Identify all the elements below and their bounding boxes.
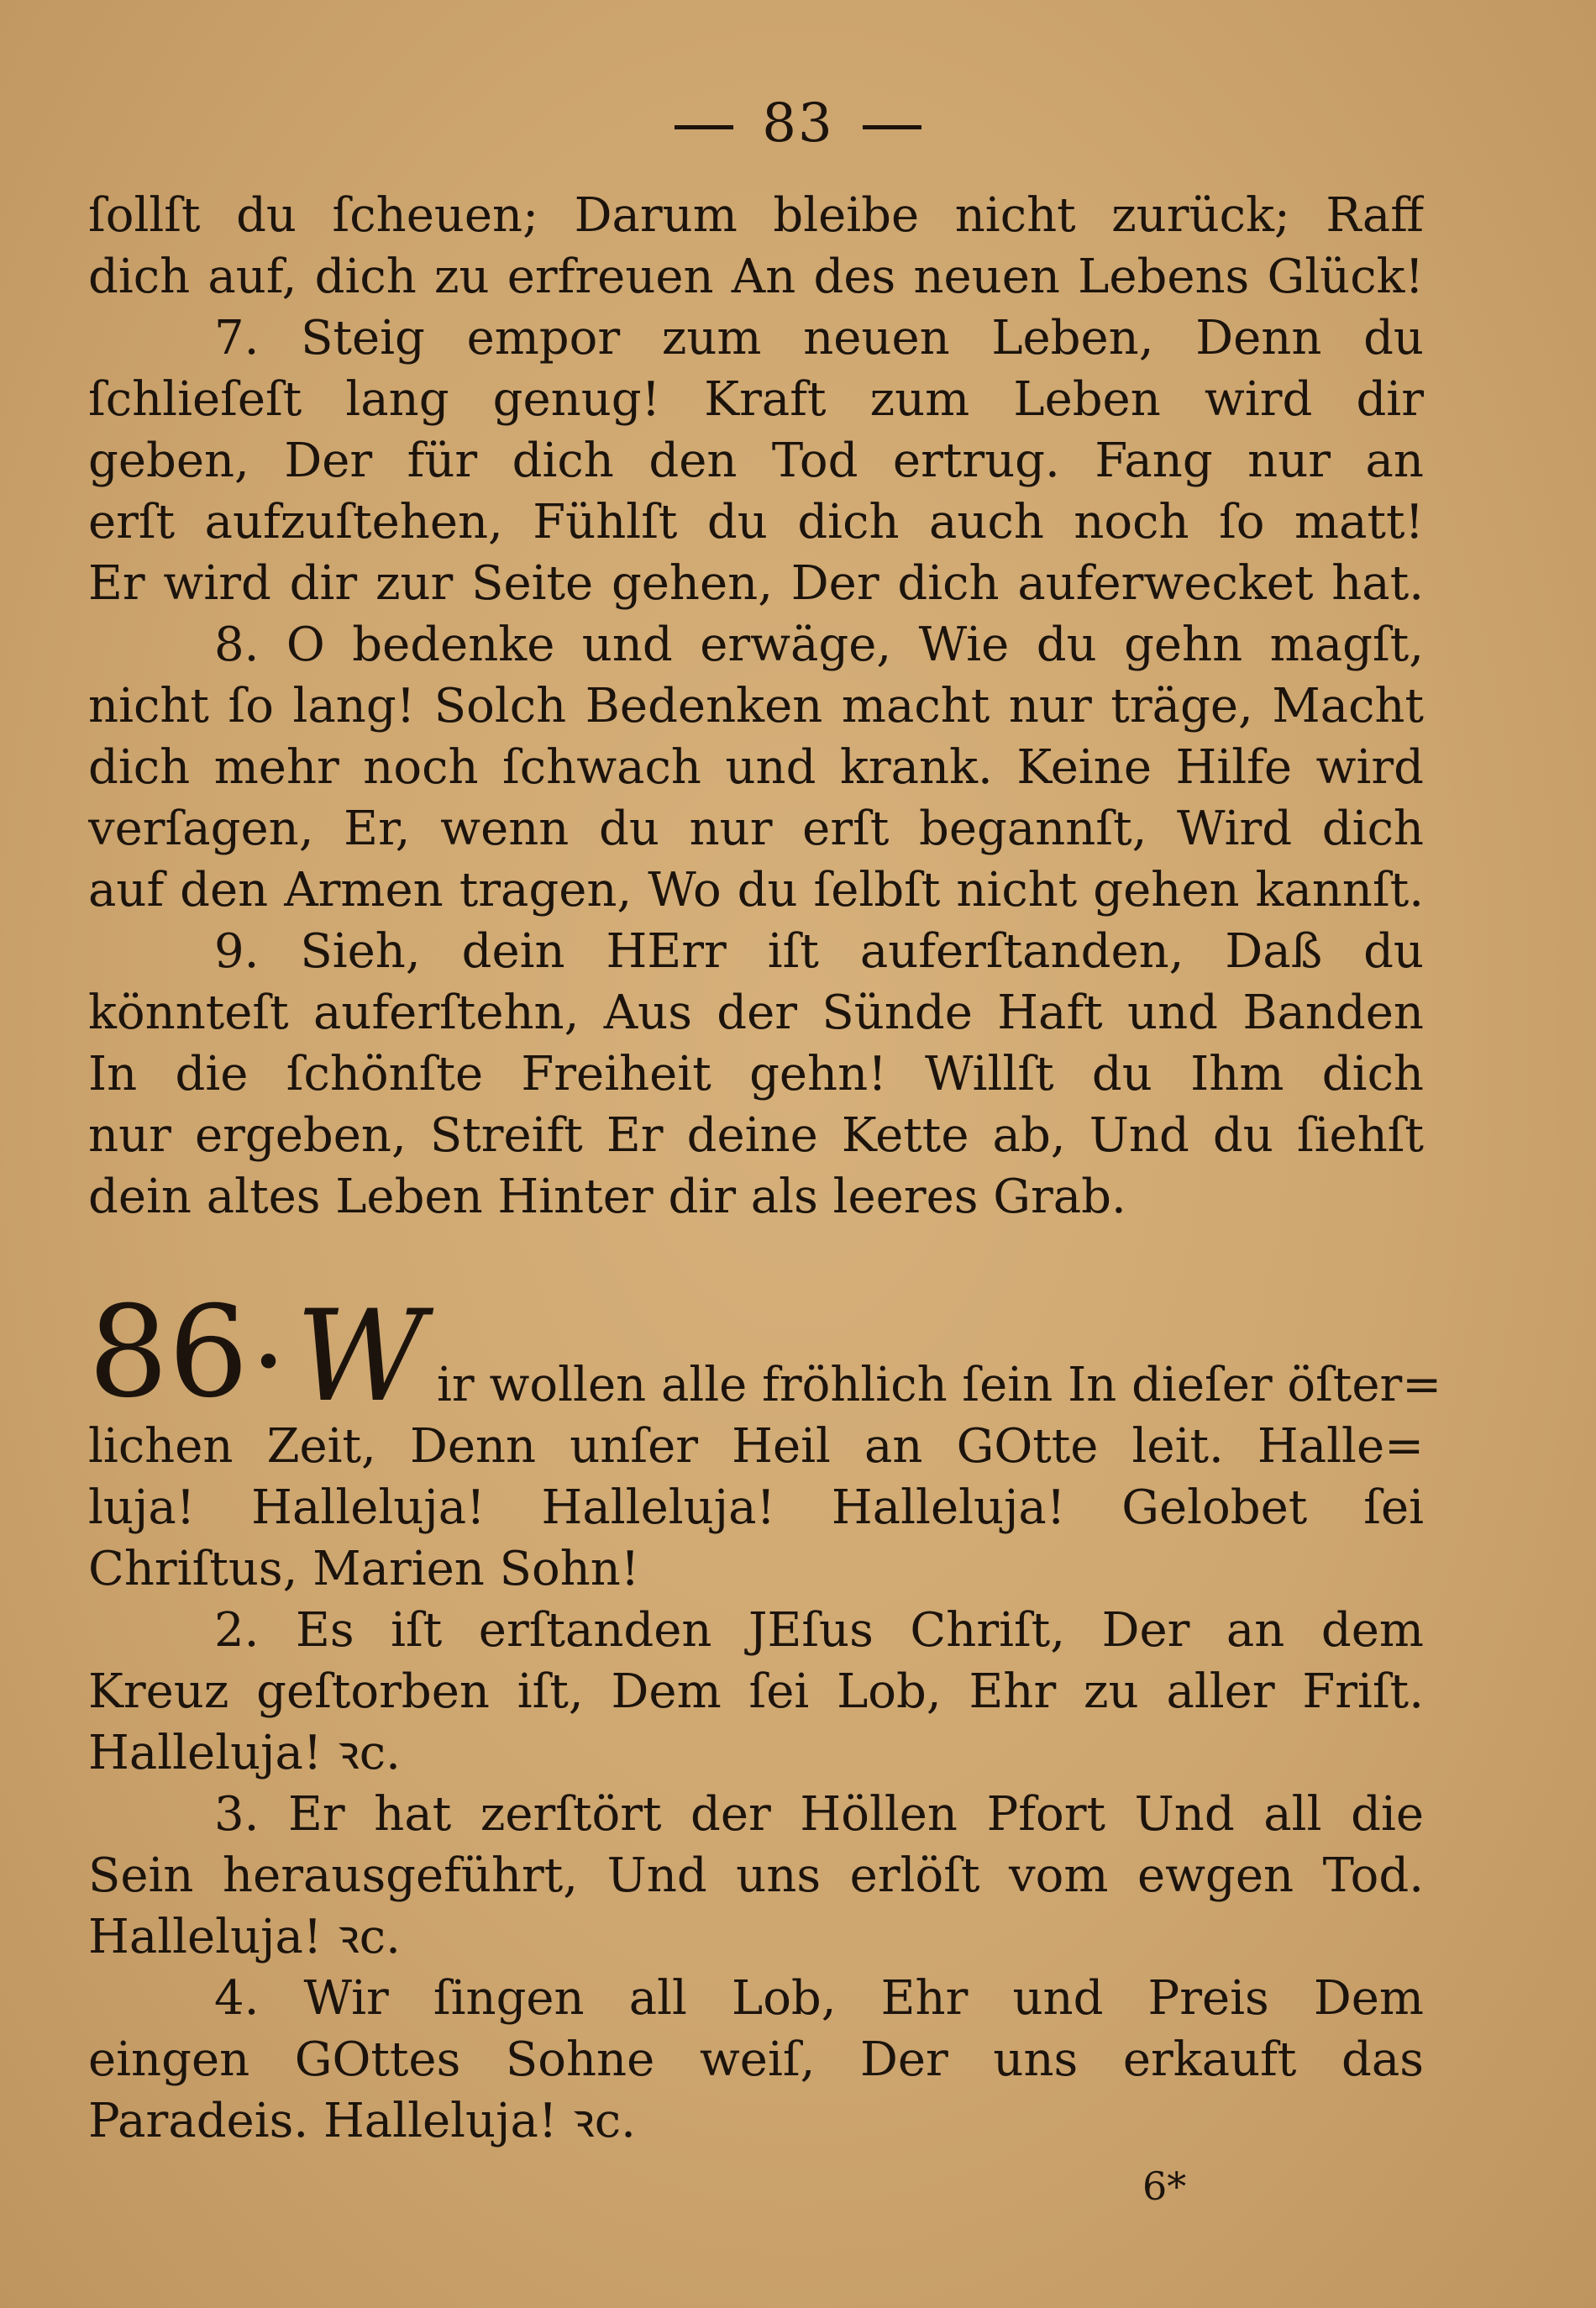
text-line: erſt aufzuſtehen, Fühlſt du dich auch noch ſo matt! (88, 495, 1424, 549)
drop-cap-letter: W (296, 1284, 426, 1430)
hymn-first-line: ir wollen alle fröhlich ſein In dieſer öſter= (437, 1358, 1442, 1412)
header-dash-right (863, 125, 921, 129)
text-line: Chriſtus, Marien Sohn! (88, 1542, 640, 1596)
text-line: auf den Armen tragen, Wo du ſelbſt nicht gehen kannſt. (88, 863, 1424, 917)
text-line: luja! Halleluja! Halleluja! Halleluja! Gelobet ſei (88, 1480, 1424, 1535)
text-line: ſchlieſeſt lang genug! Kraft zum Leben wird dir (88, 372, 1424, 427)
text-line: eingen GOttes Sohne weiſ, Der uns erkauft das (88, 2032, 1424, 2087)
text-line: Kreuz geſtorben iſt, Dem ſei Lob, Ehr zu aller Friſt. (88, 1664, 1424, 1719)
verse-start-line: 8. O bedenke und erwäge, Wie du gehn magſt, (214, 618, 1424, 672)
text-line: lichen Zeit, Denn unſer Heil an GOtte leit. Halle= (88, 1419, 1424, 1474)
text-line: Halleluja! ꝛc. (88, 1726, 401, 1780)
header-dash-left (675, 125, 733, 129)
signature-mark: 6* (1142, 2163, 1187, 2209)
text-line: nicht ſo lang! Solch Bedenken macht nur träge, Macht (88, 679, 1424, 733)
text-line: dein altes Leben Hinter dir als leeres Grab. (88, 1170, 1126, 1224)
text-line: Er wird dir zur Seite gehen, Der dich auferwecket hat. (88, 556, 1424, 611)
text-line: nur ergeben, Streift Er deine Kette ab, Und du ſiehſt (88, 1108, 1424, 1163)
verse-start-line: 3. Er hat zerſtört der Höllen Pfort Und all die (214, 1787, 1424, 1842)
text-line: ſollſt du ſcheuen; Darum bleibe nicht zurück; Raff (88, 188, 1424, 243)
hymn-86-text (88, 1416, 1424, 2152)
hymn-continuation-text (88, 185, 1424, 1228)
text-line: Paradeis. Halleluja! ꝛc. (88, 2094, 636, 2148)
text-line: geben, Der für dich den Tod ertrug. Fang nur an (88, 434, 1424, 488)
verse-start-line: 2. Es iſt erſtanden JEſus Chriſt, Der an dem (214, 1603, 1424, 1658)
text-line: dich auf, dich zu erfreuen An des neuen Lebens Glück! (88, 250, 1424, 304)
text-line: dich mehr noch ſchwach und krank. Keine Hilfe wird (88, 740, 1424, 795)
text-line: Halleluja! ꝛc. (88, 1910, 401, 1964)
verse-start-line: 9. Sieh, dein HErr iſt auferſtanden, Daß du (214, 924, 1424, 979)
hymn-number-dot: • (253, 1333, 284, 1393)
text-line: Sein herausgeführt, Und uns erlöſt vom ewgen Tod. (88, 1848, 1424, 1903)
verse-start-line: 7. Steig empor zum neuen Leben, Denn du (214, 311, 1424, 365)
hymn-number (88, 1280, 284, 1426)
verse-start-line: 4. Wir ſingen all Lob, Ehr und Preis Dem (214, 1971, 1424, 2026)
text-line: könnteſt auferſtehn, Aus der Sünde Haft und Banden (88, 986, 1424, 1040)
text-line: verſagen, Er, wenn du nur erſt begannſt, Wird dich (88, 802, 1424, 856)
hymn-number-value: 86 (88, 1280, 249, 1426)
page-header (0, 92, 1596, 155)
page-number: 83 (762, 92, 834, 155)
text-line: In die ſchönſte Freiheit gehn! Willſt du Ihm dich (88, 1047, 1424, 1101)
